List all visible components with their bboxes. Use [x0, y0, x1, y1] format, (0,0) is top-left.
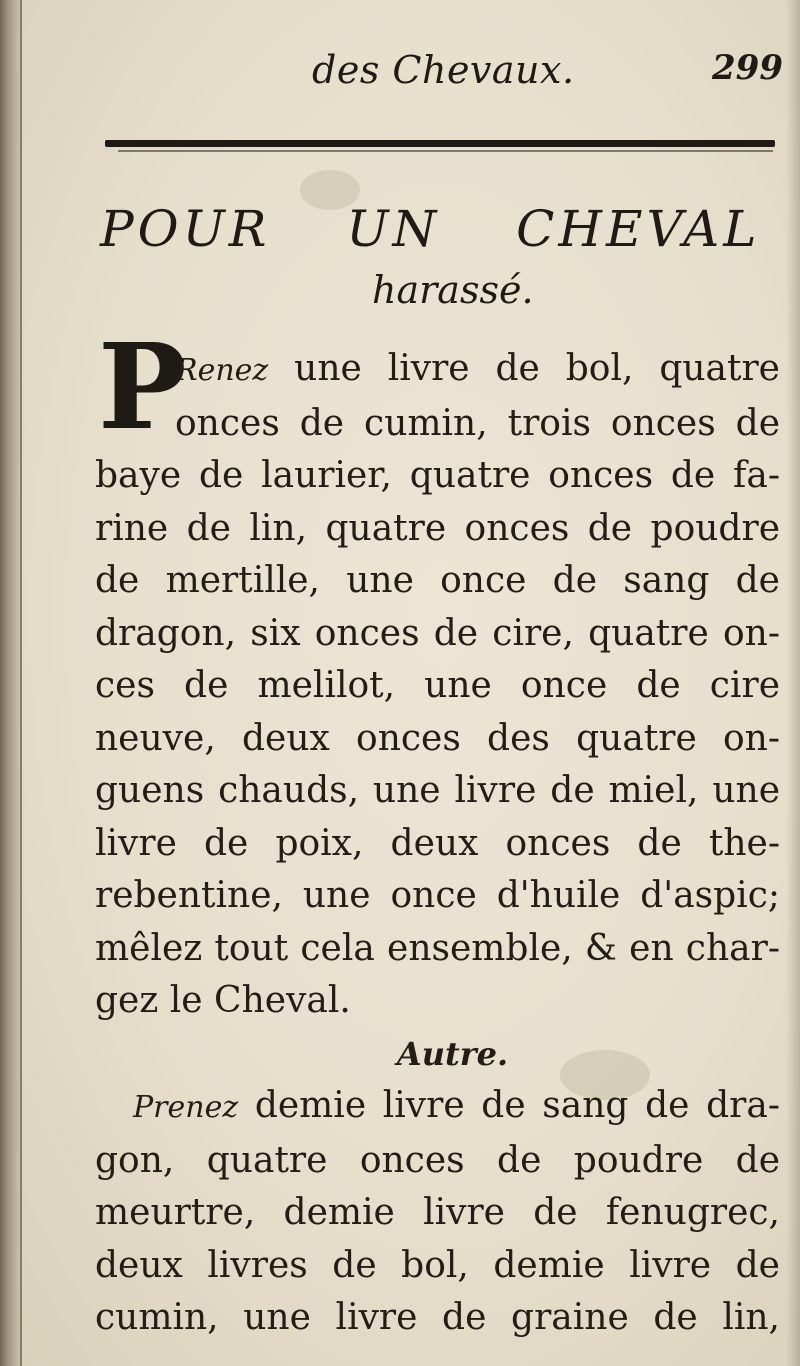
- text-line: baye de laurier, quatre onces de fa-: [95, 455, 780, 496]
- lead-word: Prenez: [133, 1090, 239, 1125]
- text-line: dragon, six onces de cire, quatre on-: [95, 612, 780, 654]
- section-heading: Autre.: [396, 1034, 509, 1073]
- text-line: ces de melilot, une once de cire: [95, 665, 780, 706]
- binding-gutter: [0, 0, 22, 1366]
- line-text: une livre de bol, quatre: [268, 348, 780, 389]
- line-text: demie livre de sang de dra-: [238, 1085, 780, 1126]
- text-line: rebentine, une once d'huile d'aspic;: [95, 875, 780, 916]
- body-text: [95, 343, 780, 1345]
- text-line: deux livres de bol, demie livre de: [95, 1244, 780, 1286]
- text-line: [95, 343, 780, 398]
- text-line: cumin, une livre de graine de lin,: [95, 1297, 780, 1338]
- page-edge-shadow: [786, 0, 800, 1366]
- section-title: POUR UN CHEVAL: [100, 200, 761, 258]
- lead-word: Renez: [175, 353, 269, 388]
- running-head: des Chevaux.: [312, 48, 575, 92]
- header-rule-thin: [118, 150, 773, 152]
- text-line: gez le Cheval.: [95, 980, 351, 1021]
- text-line: [95, 1080, 780, 1135]
- text-line: livre de poix, deux onces de the-: [95, 822, 780, 864]
- text-line: rine de lin, quatre onces de poudre: [95, 507, 780, 549]
- text-line: meurtre, demie livre de fenugrec,: [95, 1192, 780, 1233]
- binding-shadow-line: [20, 0, 22, 1366]
- text-line: gon, quatre onces de poudre de: [95, 1139, 780, 1181]
- text-line: neuve, deux onces des quatre on-: [95, 717, 780, 759]
- header-rule: [105, 140, 775, 147]
- page-number: 299: [712, 48, 783, 88]
- section-subtitle: harassé.: [372, 268, 534, 312]
- page-header: [0, 38, 800, 98]
- text-line: guens chauds, une livre de miel, une: [95, 770, 780, 811]
- text-line: de mertille, une once de sang de: [95, 560, 780, 601]
- drop-capital: P: [98, 317, 187, 456]
- text-line: onces de cumin, trois onces de: [175, 402, 780, 444]
- text-line: mêlez tout cela ensemble, & en char-: [95, 927, 780, 969]
